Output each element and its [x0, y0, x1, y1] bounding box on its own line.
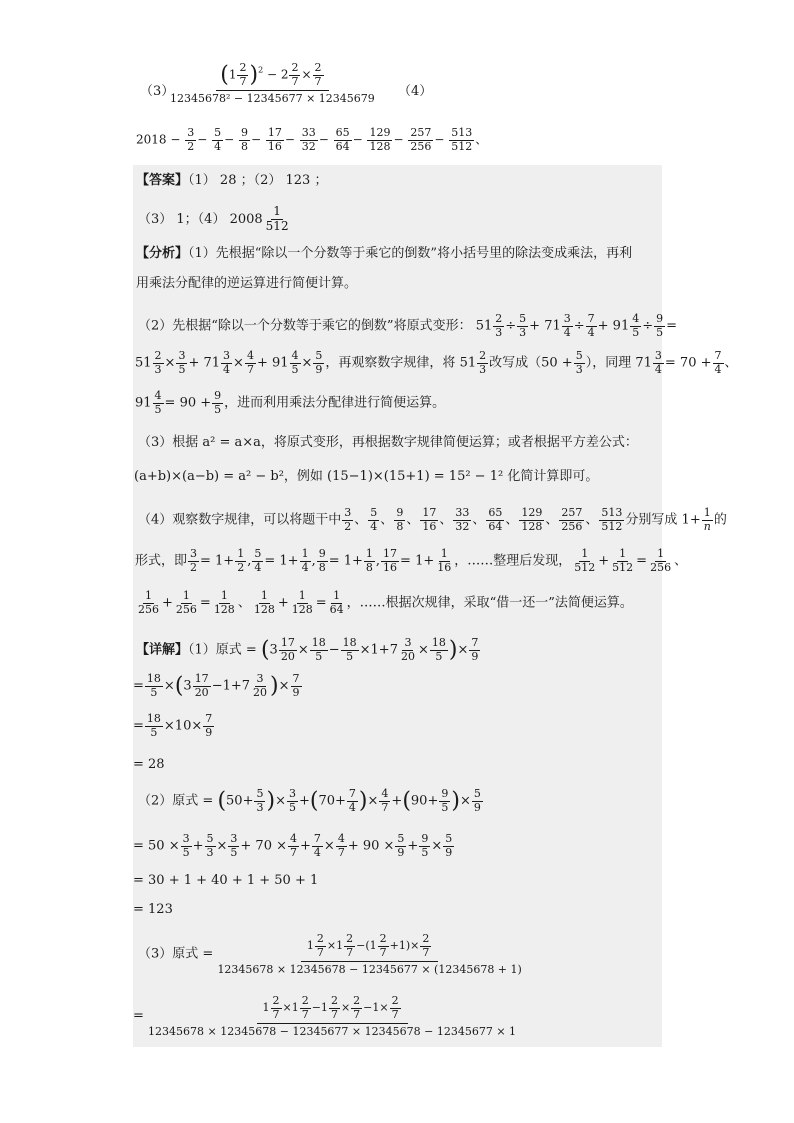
q3-label: （3） [140, 84, 175, 99]
detail-s1-line4: = 28 [133, 757, 165, 772]
detail-s3-line1: （3）原式 = 1 $\frac{2}{7}$ ×1 $\frac{2}{7}$ −(1 $\frac{2}{7}$ +1)× $\frac{2}{7}$ 12345678 × 12345678 − 12345677 × (12345678 + 1) [138, 932, 522, 977]
analysis-p2-line2: 51 $\frac{2}{3}$ × $\frac{3}{5}$ + 71 $\frac{3}{4}$ × $\frac{4}{7}$ + 91 $\frac{4}{5}$ × $\frac{5}{9}$ ，再观察数字规律，将 51 $\frac{2}{3}$ 改写成（50 + $\frac{5}{3}$ ），同理 71 $\frac{3}{4}$ = 70 + $\frac{7}{4}$ 、 [135, 349, 738, 376]
analysis-p3-line2: (a+b)×(a−b) = a² − b²，例如 (15−1)×(15+1) = 15² − 1² 化简计算即可。 [134, 469, 599, 484]
detail-s1-line3: = $\frac{18}{5}$ ×10× $\frac{7}{9}$ [133, 712, 213, 739]
analysis-p4-line1: （4）观察数字规律，可以将题干中 $\frac{3}{2}$ 、 $\frac{5}{4}$ 、 $\frac{9}{8}$ 、 $\frac{17}{16}$ 、 $\frac{33}{32}$ 、 $\frac{65}{64}$ 、 $\frac{129}{128}$ 、 $\frac{257}{256}$ 、 $\frac{513}{512}$ 分别写成 1+ $\frac{1}{n}$ 的 [138, 506, 727, 533]
detail-s1-line1: 【详解】（1）原式 = (3 $\frac{17}{20}$ × $\frac{18}{5}$ − $\frac{18}{5}$ ×1+7 $\frac{3}{20}$ × $\frac{18}{5}$ )× $\frac{7}{9}$ [136, 636, 479, 663]
q4-label: （4） [398, 84, 433, 99]
analysis-p1-line2: 用乘法分配律的逆运算进行简便计算。 [136, 276, 358, 291]
q4-expression: 2018 − $\frac{3}{2}$ − $\frac{5}{4}$ − $\frac{9}{8}$ − $\frac{17}{16}$ − $\frac{33}{32}$ − $\frac{65}{64}$ − $\frac{129}{128}$ − $\frac{257}{256}$ − $\frac{513}{512}$ 、 [136, 126, 488, 153]
analysis-p1-line1: 【分析】（1）先根据“除以一个分数等于乘它的倒数”将小括号里的除法变成乘法，再利 [136, 246, 633, 261]
detail-s2-line3: = 30 + 1 + 40 + 1 + 50 + 1 [133, 873, 319, 888]
analysis-p4-line2: 形式，即 $\frac{3}{2}$ = 1+ $\frac{1}{2}$ , $\frac{5}{4}$ = 1+ $\frac{1}{4}$ , $\frac{9}{8}$ = 1+ $\frac{1}{8}$ , $\frac{17}{16}$ = 1+ $\frac{1}{16}$ ，……整理后发现， $\frac{1}{512}$ + $\frac{1}{512}$ = $\frac{1}{256}$ 、 [135, 547, 688, 574]
answer-line-1: 【答案】（1） 28 ；（2） 123 ； [136, 173, 328, 188]
detail-s2-line2: = 50 × $\frac{3}{5}$ + $\frac{5}{3}$ × $\frac{3}{5}$ + 70 × $\frac{4}{7}$ + $\frac{7}{4}$ × $\frac{4}{7}$ + 90 × $\frac{5}{9}$ + $\frac{9}{5}$ × $\frac{5}{9}$ [133, 832, 453, 859]
detail-s1-line2: = $\frac{18}{5}$ ×(3 $\frac{17}{20}$ −1+7 $\frac{3}{20}$ )× $\frac{7}{9}$ [133, 672, 300, 699]
answer-line-2: （3） 1；（4） 2008 $\frac{1}{512}$ [138, 204, 289, 233]
detail-s2-line4: = 123 [133, 902, 173, 917]
analysis-p2-line1: （2）先根据“除以一个分数等于乘它的倒数”将原式变形： 51 $\frac{2}{3}$ ÷ $\frac{5}{3}$ + 71 $\frac{3}{4}$ ÷ $\frac{7}{4}$ + 91 $\frac{4}{5}$ ÷ $\frac{9}{5}$ = [138, 312, 678, 339]
detail-s2-line1: （2）原式 = (50+ $\frac{5}{3}$ )× $\frac{3}{5}$ +(70+ $\frac{7}{4}$ )× $\frac{4}{7}$ +(90+ $\frac{9}{5}$ )× $\frac{5}{9}$ [138, 787, 481, 814]
q3-fraction: (1 $\frac{2}{7}$ )$^2$ − 2 $\frac{2}{7}$ × $\frac{2}{7}$ 12345678² − 12345677 × 12345679 [170, 61, 375, 106]
detail-s3-line2: = 1 $\frac{2}{7}$ ×1 $\frac{2}{7}$ −1 $\frac{2}{7}$ × $\frac{2}{7}$ −1× $\frac{2}{7}$ 12345678 × 12345678 − 12345677 × 12345678 − 12345677 × 1 [133, 994, 517, 1039]
analysis-p2-line3: 91 $\frac{4}{5}$ = 90 + $\frac{9}{5}$ ，进而利用乘法分配律进行简便运算。 [135, 389, 446, 416]
analysis-p4-line3: $\frac{1}{256}$ + $\frac{1}{256}$ = $\frac{1}{128}$ 、 $\frac{1}{128}$ + $\frac{1}{128}$ = $\frac{1}{64}$ ，……根据次规律，采取“借一还一”法简便运算。 [138, 589, 633, 616]
analysis-p3-line1: （3）根据 a² = a×a，将原式变形，再根据数字规律简便运算；或者根据平方差公式： [138, 435, 638, 450]
